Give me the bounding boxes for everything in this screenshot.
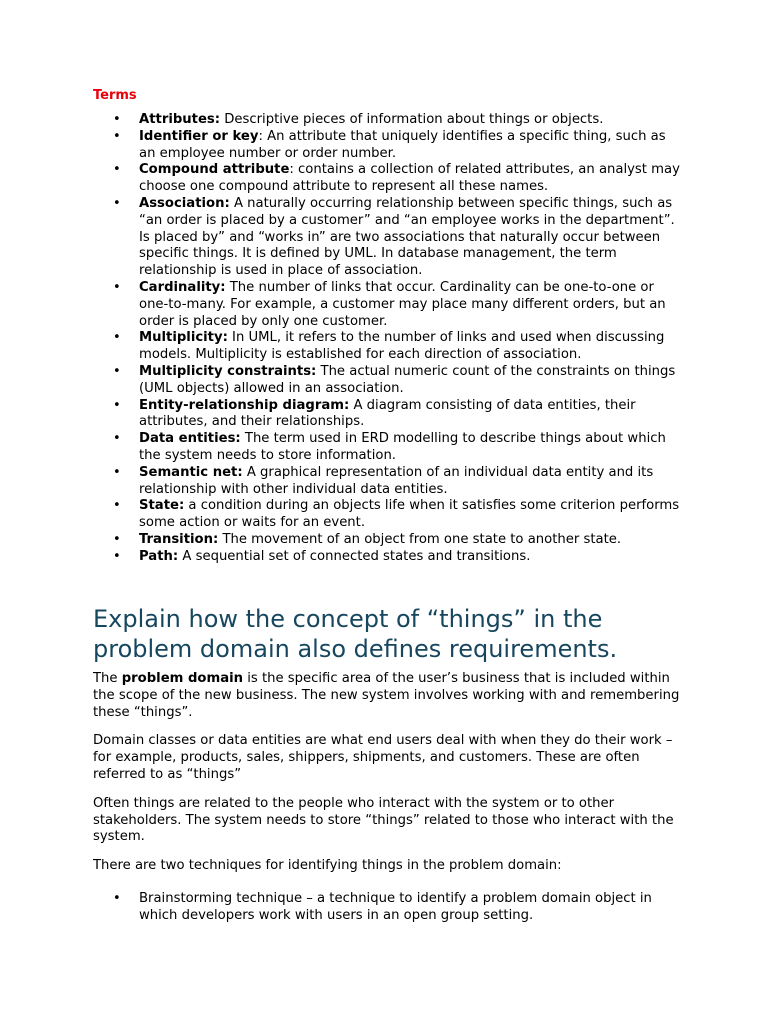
list-item bbox=[93, 162, 683, 196]
section-body bbox=[93, 671, 683, 925]
term-definition: The movement of an object from one state to another state. bbox=[218, 531, 622, 547]
list-item bbox=[93, 465, 683, 499]
term-definition: A sequential set of connected states and transitions. bbox=[178, 548, 531, 564]
list-item bbox=[93, 498, 683, 532]
bullet-icon: • bbox=[113, 464, 121, 480]
list-item bbox=[93, 398, 683, 432]
list-item bbox=[93, 364, 683, 398]
bullet-icon: • bbox=[113, 548, 121, 564]
bullet-icon: • bbox=[113, 279, 121, 295]
bold-term: problem domain bbox=[121, 671, 244, 686]
bullet-icon: • bbox=[113, 112, 121, 127]
term-label: Semantic net: bbox=[139, 464, 243, 480]
bullet-icon: • bbox=[113, 431, 121, 447]
term-definition: A graphical representation of an individual data entity and its relationship with other individual data entities. bbox=[139, 464, 654, 497]
section-heading: Explain how the concept of “things” in the problem domain also defines requirements. bbox=[93, 605, 618, 663]
paragraph-techniques-intro: There are two techniques for identifying things in the problem domain: bbox=[93, 858, 562, 874]
list-item bbox=[93, 196, 683, 280]
list-item bbox=[93, 431, 683, 465]
term-definition: The actual numeric count of the constraints on things (UML objects) allowed in an association. bbox=[139, 363, 676, 396]
term-definition: A diagram consisting of data entities, their attributes, and their relationships. bbox=[139, 397, 636, 430]
term-label: Data entities: bbox=[139, 431, 241, 447]
term-label: Compound attribute bbox=[139, 162, 290, 178]
bullet-icon: • bbox=[113, 890, 121, 906]
list-item bbox=[93, 891, 683, 925]
term-definition: The number of links that occur. Cardinality can be one-to-one or one-to-many. For example, a customer may place many different orders, but an order is placed by only one customer. bbox=[139, 279, 666, 329]
bullet-icon: • bbox=[113, 128, 121, 144]
paragraph-problem-domain bbox=[93, 671, 683, 721]
paragraph-stakeholders: Often things are related to the people who interact with the system or to other stakeholders. The system needs to store “things” related to those who interact with the system. bbox=[93, 795, 674, 845]
term-label: Cardinality: bbox=[139, 279, 226, 295]
term-definition: a condition during an objects life when it satisfies some criterion performs some action or waits for an event. bbox=[139, 498, 680, 531]
term-label: Entity-relationship diagram: bbox=[139, 397, 350, 413]
terms-heading: Terms bbox=[93, 88, 137, 103]
paragraph-text: is the specific area of the user’s business that is included within the scope of the new business. The new system involves working with and remembering these “things”. bbox=[93, 671, 680, 720]
list-item bbox=[93, 280, 683, 330]
term-label: Attributes: bbox=[139, 112, 221, 127]
list-item bbox=[93, 112, 683, 129]
bullet-icon: • bbox=[113, 195, 121, 211]
bullet-icon: • bbox=[113, 363, 121, 379]
term-label: Multiplicity constraints: bbox=[139, 363, 317, 379]
term-label: Identifier or key bbox=[139, 128, 259, 144]
bullet-icon: • bbox=[113, 397, 121, 413]
term-label: Transition: bbox=[139, 531, 219, 547]
term-label: Path: bbox=[139, 548, 179, 564]
list-item bbox=[93, 532, 683, 549]
term-label: State: bbox=[139, 498, 185, 514]
term-definition: A naturally occurring relationship between specific things, such as “an order is placed by a customer” and “an employee works in the department”. Is placed by” and “works in” are two associations that naturally occur between specific things. It is defined by UML. In database management, the term relationship is used in place of association. bbox=[139, 195, 675, 279]
bullet-icon: • bbox=[113, 330, 121, 346]
bullet-icon: • bbox=[113, 531, 121, 547]
bullet-icon: • bbox=[113, 162, 121, 178]
term-definition: : contains a collection of related attributes, an analyst may choose one compound attribute to represent all these names. bbox=[139, 162, 680, 195]
bullet-icon: • bbox=[113, 498, 121, 514]
list-item bbox=[93, 129, 683, 163]
techniques-list bbox=[93, 891, 683, 925]
term-definition: Descriptive pieces of information about things or objects. bbox=[220, 112, 604, 127]
term-label: Multiplicity: bbox=[139, 330, 228, 346]
term-definition: The term used in ERD modelling to describe things about which the system needs to store information. bbox=[139, 431, 666, 463]
paragraph-domain-classes: Domain classes or data entities are what end users deal with when they do their work – for example, products, sales, shippers, shipments, and customers. These are often referred to as “things” bbox=[93, 733, 673, 782]
paragraph-text: The bbox=[93, 671, 122, 686]
list-item bbox=[93, 549, 683, 566]
terms-list bbox=[93, 112, 683, 566]
technique-text: Brainstorming technique – a technique to identify a problem domain object in which developers work with users in an open group setting. bbox=[139, 890, 652, 923]
term-definition: : An attribute that uniquely identifies a specific thing, such as an employee number or order number. bbox=[139, 128, 666, 161]
term-label: Association: bbox=[139, 195, 230, 211]
list-item bbox=[93, 330, 683, 364]
term-definition: In UML, it refers to the number of links and used when discussing models. Multiplicity is established for each direction of association. bbox=[139, 330, 665, 363]
